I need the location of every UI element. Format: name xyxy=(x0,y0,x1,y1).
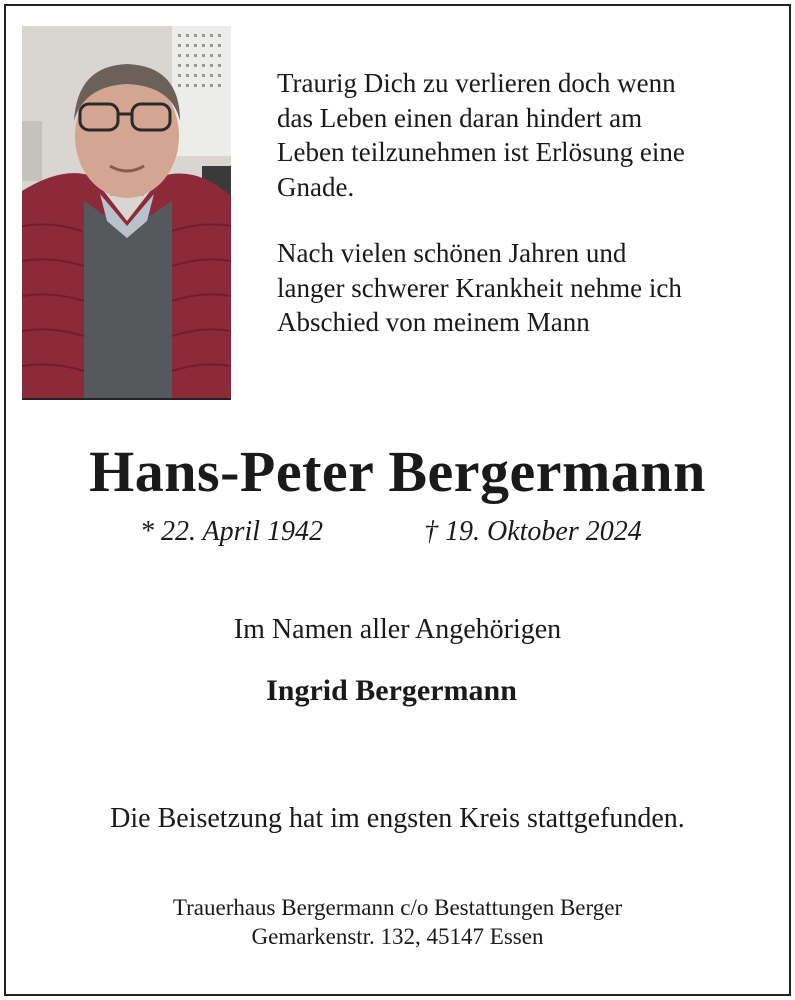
deceased-name: Hans-Peter Bergermann xyxy=(89,439,706,504)
burial-note: Die Beisetzung hat im engsten Kreis stattgefunden. xyxy=(110,803,685,834)
portrait-photo xyxy=(22,26,231,400)
mourners-intro: Im Namen aller Angehörigen xyxy=(233,614,562,645)
verse-stanza-2 xyxy=(277,236,777,340)
verse-line: langer schwerer Krankheit nehme ich xyxy=(277,272,682,303)
address-line-1: Trauerhaus Bergermann c/o Bestattungen Berger xyxy=(172,895,623,920)
address-line-2: Gemarkenstr. 132, 45147 Essen xyxy=(251,924,544,949)
address-block xyxy=(0,893,795,951)
mourner-name xyxy=(0,674,795,708)
verse-line: Traurig Dich zu verlieren doch wenn xyxy=(277,68,676,98)
birth-date: * 22. April 1942 xyxy=(140,516,324,547)
verse-stanza-1 xyxy=(277,66,777,204)
death-date: † 19. Oktober 2024 xyxy=(424,516,642,547)
mourner-name-text: Ingrid Bergermann xyxy=(266,674,517,707)
verse-line: Nach vielen schönen Jahren und xyxy=(277,238,627,268)
verse-line: Leben teilzunehmen ist Erlösung eine xyxy=(277,137,685,167)
verse-line: Abschied von meinem Mann xyxy=(277,307,590,337)
verse xyxy=(277,66,777,340)
verse-line: das Leben einen daran hindert am xyxy=(277,102,643,133)
verse-line: Gnade. xyxy=(277,171,355,202)
